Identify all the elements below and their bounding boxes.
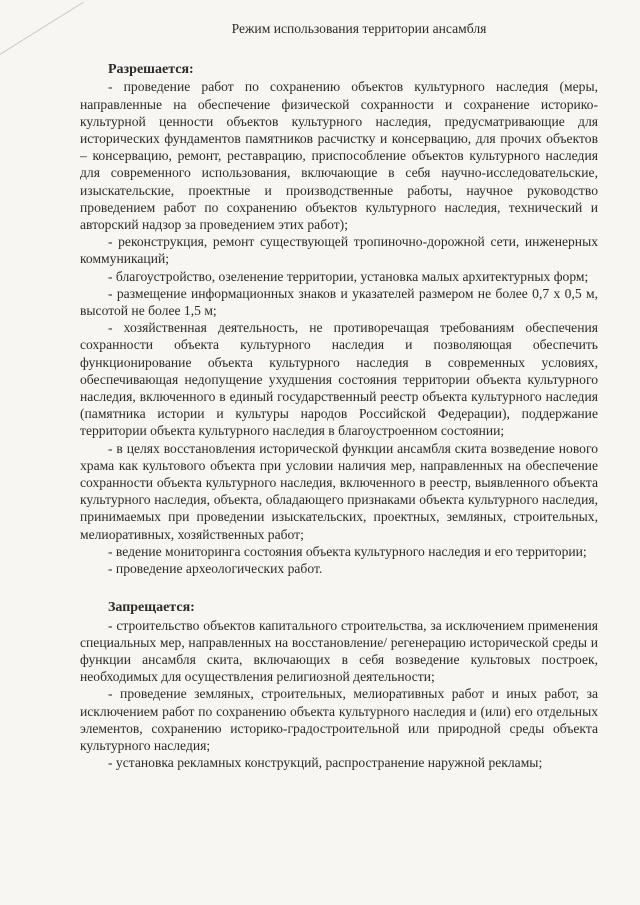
allowed-item: - ведение мониторинга состояния объекта культурного наследия и его территории; bbox=[108, 543, 587, 559]
forbidden-item: - строительство объектов капитального строительства, за исключением применения специальных мер, направленных на восстановление/ регенерацию исторической среды и функции ансамбля скита, включающих в себя возведение культовых построек, необходимых для осуществления религиозной деятельности; bbox=[80, 617, 598, 685]
forbidden-item: - установка рекламных конструкций, распространение наружной рекламы; bbox=[108, 755, 543, 771]
document-title: Режим использования территории ансамбля bbox=[231, 21, 487, 36]
allowed-item: - в целях восстановления исторической функции ансамбля скита возведение нового храма как культового объекта при условии наличия мер, направленных на обеспечение сохранности объекта культурного наследия, включенного в реестр, выявленного объекта культурного наследия, объекта, обладающего признаками объекта культурного наследия, принимаемых при проведении изыскательских, проектных, земляных, строительных, мелиоративных, хозяйственных работ; bbox=[80, 440, 598, 542]
allowed-item: - реконструкция, ремонт существующей тропиночно-дорожной сети, инженерных коммуникаций; bbox=[80, 234, 598, 267]
allowed-item: - хозяйственная деятельность, не противоречащая требованиям обеспечения сохранности объекта культурного наследия и позволяющая обеспечить функционирование объекта культурного наследия в современных условиях, обеспечивающая недопущение ухудшения состояния территории объекта культурного наследия, включенного в единый государственный реестр объекта культурного наследия (памятника истории и культуры народов Российской Федерации), поддержание территории объекта культурного наследия в благоустроенном состоянии; bbox=[80, 320, 598, 439]
allowed-item: - размещение информационных знаков и указателей размером не более 0,7 х 0,5 м, высотой не более 1,5 м; bbox=[80, 285, 598, 319]
scan-fold-mark bbox=[0, 2, 84, 61]
forbidden-item: - проведение земляных, строительных, мелиоративных работ и иных работ, за исключением работ по сохранению объекта культурного наследия и (или) его отдельных элементов, сохранению историко-градостроительной или природной среды объекта культурного наследия; bbox=[80, 686, 598, 753]
allowed-item: - благоустройство, озеленение территории, установка малых архитектурных форм; bbox=[108, 268, 589, 284]
allowed-item: - проведение работ по сохранению объектов культурного наследия (меры, направленные на обеспечение физической сохранности и сохранение историко-культурной ценности объектов культурного наследия, предусматривающие для исторических фундаментов памятников расчистку и консервацию, для прочих объектов – консервацию, ремонт, реставрацию, приспособление объектов культурного наследия для современного использования, включающие в себя научно-исследовательские, изыскательские, проектные и производственные работы, научное руководство проведением работ по сохранению объектов культурного наследия, технический и авторский надзор за проведением этих работ); bbox=[80, 79, 598, 233]
document-body bbox=[80, 20, 598, 771]
allowed-heading: Разрешается: bbox=[108, 62, 194, 78]
forbidden-heading: Запрещается: bbox=[108, 600, 195, 616]
allowed-item: - проведение археологических работ. bbox=[108, 561, 323, 577]
